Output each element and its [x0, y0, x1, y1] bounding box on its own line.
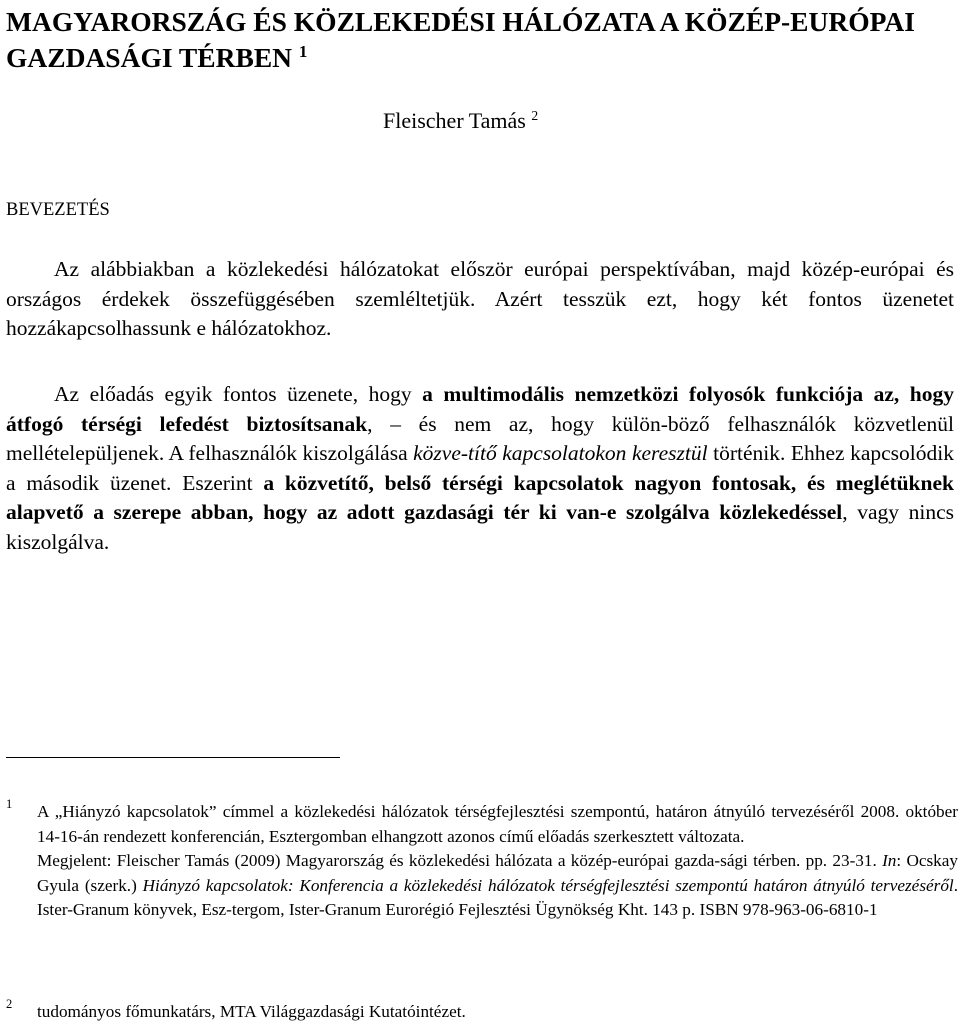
footnote-1-pub-b: : Ocskay Gyula (szerk.) [37, 851, 958, 895]
paragraph-bold-2: a közvetítő, belső térségi kapcsolatok nagyon fontosak, és meglétüknek alapvető a szerepe abban, hogy az adott gazdasági tér ki van-e szolgálva közlekedéssel [6, 470, 954, 524]
message-paragraph [6, 380, 954, 557]
author-line [383, 107, 538, 135]
article-title [6, 4, 956, 76]
paragraph-text-1: Az előadás egyik fontos üzenete, hogy [54, 382, 423, 406]
paragraph-text-2: , – és nem az, hogy külön-böző felhasználók közvetlenül mellételepüljenek. A felhasználók kiszolgálása [6, 411, 954, 465]
author-name: Fleischer Tamás [383, 108, 526, 133]
footnote-2-mark: 2 [6, 997, 13, 1011]
paragraph-text-3: történik. Ehhez kapcsolódik a második üzenet. Eszerint [6, 441, 954, 495]
footnote-1-text: A „Hiányzó kapcsolatok” címmel a közlekedési hálózatok térségfejlesztési szempontú, határon átnyúló tervezéséről 2008. október 14-16-án rendezett konferencián, Esztergomban elhangzott azonos című előadás szerkesztett változata. [37, 802, 958, 846]
footnote-1-pub-in: In [882, 851, 897, 870]
footnote-2-text: tudományos főmunkatárs, MTA Világgazdasági Kutatóintézet. [37, 1002, 466, 1021]
footnote-separator [6, 757, 340, 758]
footnote-1-publication [37, 849, 958, 923]
footnote-2-body [37, 1000, 958, 1025]
footnote-2 [6, 997, 958, 1025]
author-footnote-ref[interactable]: 2 [531, 107, 539, 123]
paragraph-italic-1: közve-títő kapcsolatokon keresztül [413, 441, 708, 465]
article-title-text: MAGYARORSZÁG ÉS KÖZLEKEDÉSI HÁLÓZATA A KÖZÉP-EURÓPAI GAZDASÁGI TÉRBEN [6, 6, 915, 73]
title-footnote-ref[interactable]: 1 [298, 41, 308, 61]
footnote-1-pub-title: Hiányzó kapcsolatok: Konferencia a közlekedési hálózatok térségfejlesztési szempontú határon átnyúló tervezéséről [142, 875, 954, 895]
footnote-1-body [37, 800, 958, 923]
footnote-1 [6, 797, 958, 923]
footnote-1-pub-a: Megjelent: Fleischer Tamás (2009) Magyarország és közlekedési hálózata a közép-európai gazda-sági térben. pp. 23-31. [37, 851, 883, 870]
paragraph-text-4: , vagy nincs kiszolgálva. [6, 500, 954, 554]
section-heading: BEVEZETÉS [6, 200, 110, 220]
intro-paragraph: Az alábbiakban a közlekedési hálózatokat először európai perspektívában, majd közép-európai és országos érdekek összefüggésében szemléltetjük. Azért tesszük ezt, hogy két fontos üzenetet hozzákapcsolhassunk e hálózatokhoz. [6, 257, 954, 340]
footnote-1-mark: 1 [6, 797, 13, 811]
paragraph-bold-1: a multimodális nemzetközi folyosók funkciója az, hogy átfogó térségi lefedést biztosítsanak [6, 382, 954, 436]
footnote-1-pub-c: . Ister-Granum könyvek, Esz-tergom, Ister-Granum Eurorégió Fejlesztési Ügynökség Kht. 143 p. ISBN 978-963-06-6810-1 [37, 875, 958, 919]
